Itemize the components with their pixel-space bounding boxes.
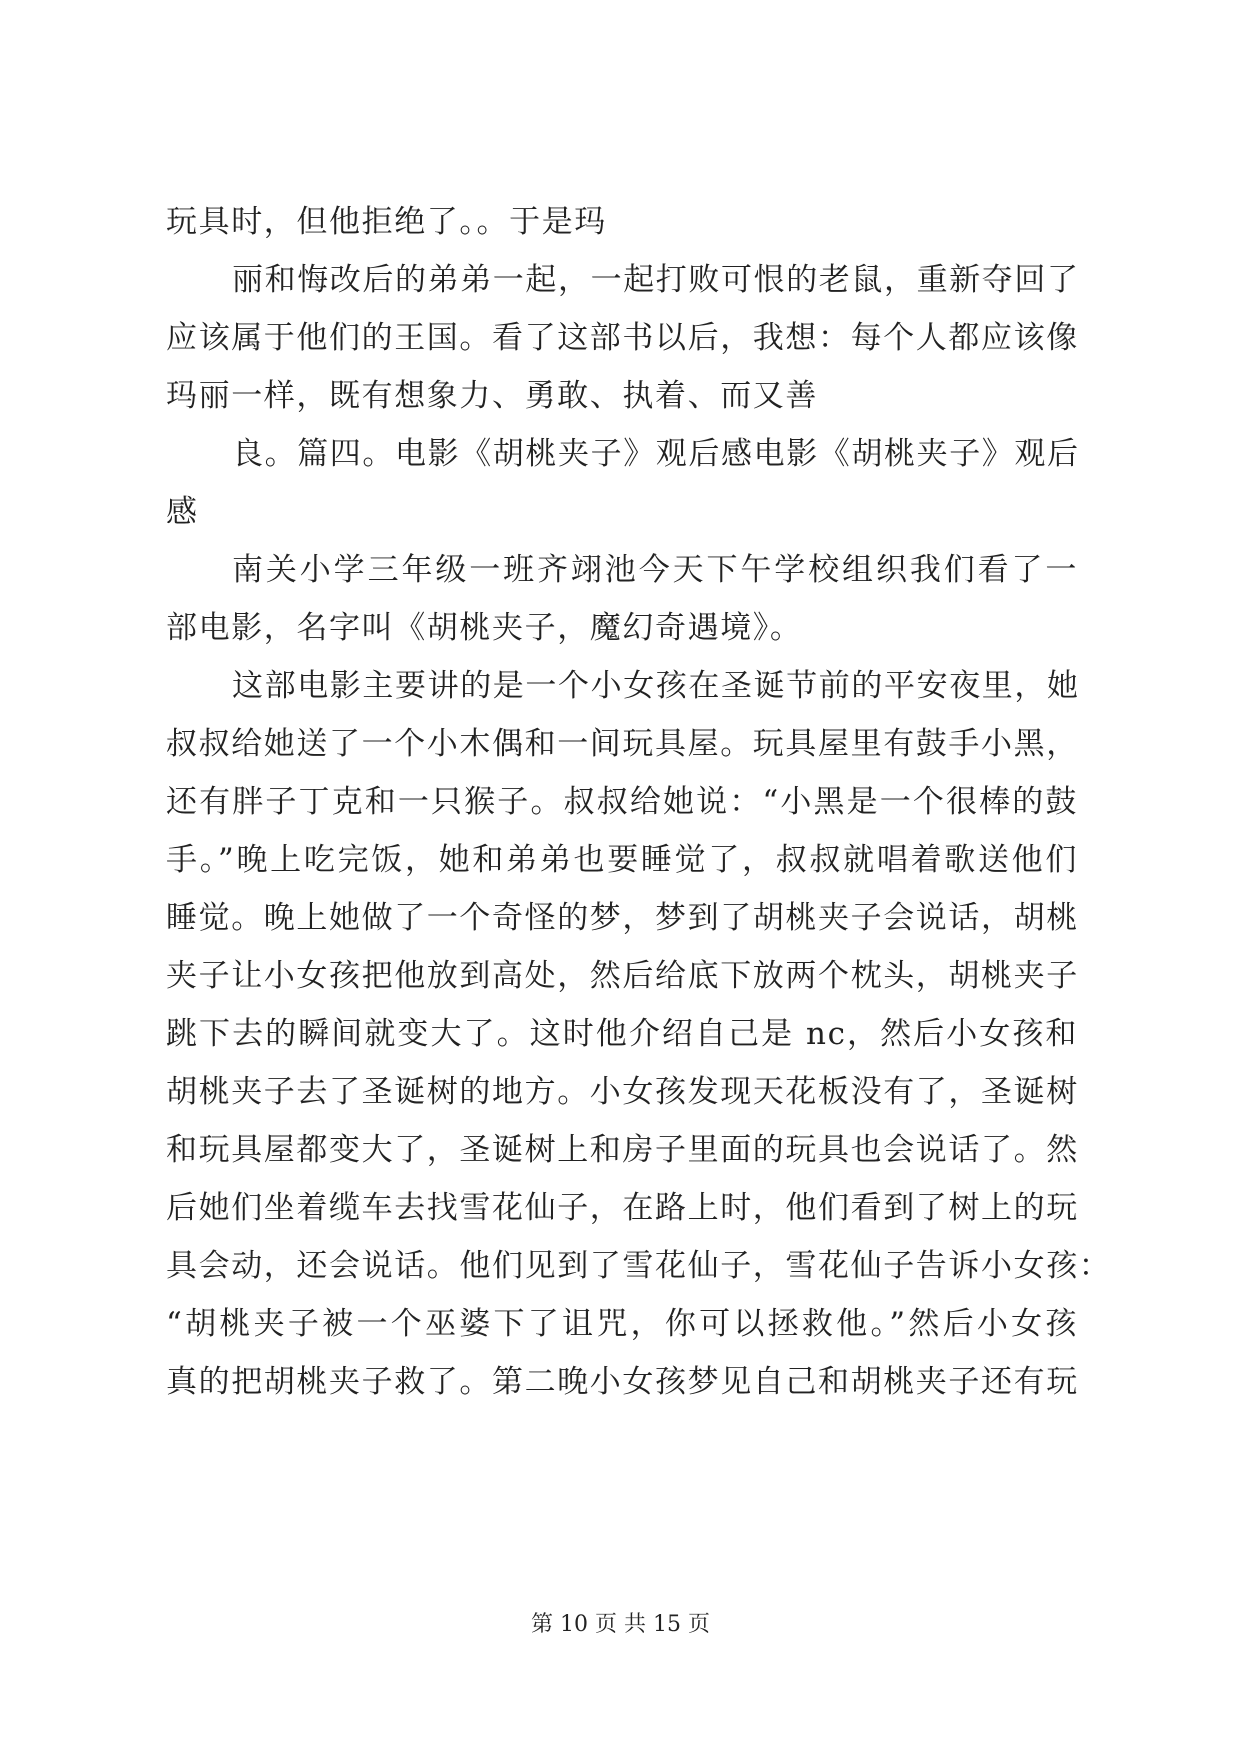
text-line: 后她们坐着缆车去找雪花仙子，在路上时，他们看到了树上的玩 <box>166 1190 1079 1226</box>
text-line: 真的把胡桃夹子救了。第二晚小女孩梦见自己和胡桃夹子还有玩 <box>166 1364 1079 1400</box>
text-line: 这部电影主要讲的是一个小女孩在圣诞节前的平安夜里，她 <box>232 668 1080 704</box>
text-line: 手。”晚上吃完饭，她和弟弟也要睡觉了，叔叔就唱着歌送他们 <box>166 842 1078 878</box>
text-line: “胡桃夹子被一个巫婆下了诅咒，你可以拯救他。”然后小女孩 <box>166 1306 1078 1342</box>
text-line: 部电影，名字叫《胡桃夹子，魔幻奇遇境》。 <box>166 610 803 646</box>
text-line: 具会动，还会说话。他们见到了雪花仙子，雪花仙子告诉小女孩： <box>166 1248 1112 1284</box>
text-line: 夹子让小女孩把他放到高处，然后给底下放两个枕头，胡桃夹子 <box>166 958 1079 994</box>
text-line: 感 <box>166 494 199 530</box>
text-line: 还有胖子丁克和一只猴子。叔叔给她说：“小黑是一个很棒的鼓 <box>166 784 1078 820</box>
text-line: 应该属于他们的王国。看了这部书以后，我想：每个人都应该像 <box>166 320 1079 356</box>
page-number-footer: 第 10 页 共 15 页 <box>531 1612 710 1637</box>
text-line: 和玩具屋都变大了，圣诞树上和房子里面的玩具也会说话了。然 <box>166 1132 1079 1168</box>
text-line: 玩具时，但他拒绝了。。于是玛 <box>166 204 607 240</box>
text-line: 南关小学三年级一班齐翊池今天下午学校组织我们看了一 <box>232 552 1078 588</box>
text-line: 丽和悔改后的弟弟一起，一起打败可恨的老鼠，重新夺回了 <box>232 262 1080 298</box>
text-line: 良。篇四。电影《胡桃夹子》观后感电影《胡桃夹子》观后 <box>232 436 1080 472</box>
text-line: 睡觉。晚上她做了一个奇怪的梦，梦到了胡桃夹子会说话，胡桃 <box>166 900 1079 936</box>
text-line: 玛丽一样，既有想象力、勇敢、执着、而又善 <box>166 378 818 414</box>
text-line: 叔叔给她送了一个小木偶和一间玩具屋。玩具屋里有鼓手小黑， <box>166 726 1079 762</box>
text-line: 跳下去的瞬间就变大了。这时他介绍自己是 nc，然后小女孩和 <box>166 1016 1078 1052</box>
text-line: 胡桃夹子去了圣诞树的地方。小女孩发现天花板没有了，圣诞树 <box>166 1074 1079 1110</box>
